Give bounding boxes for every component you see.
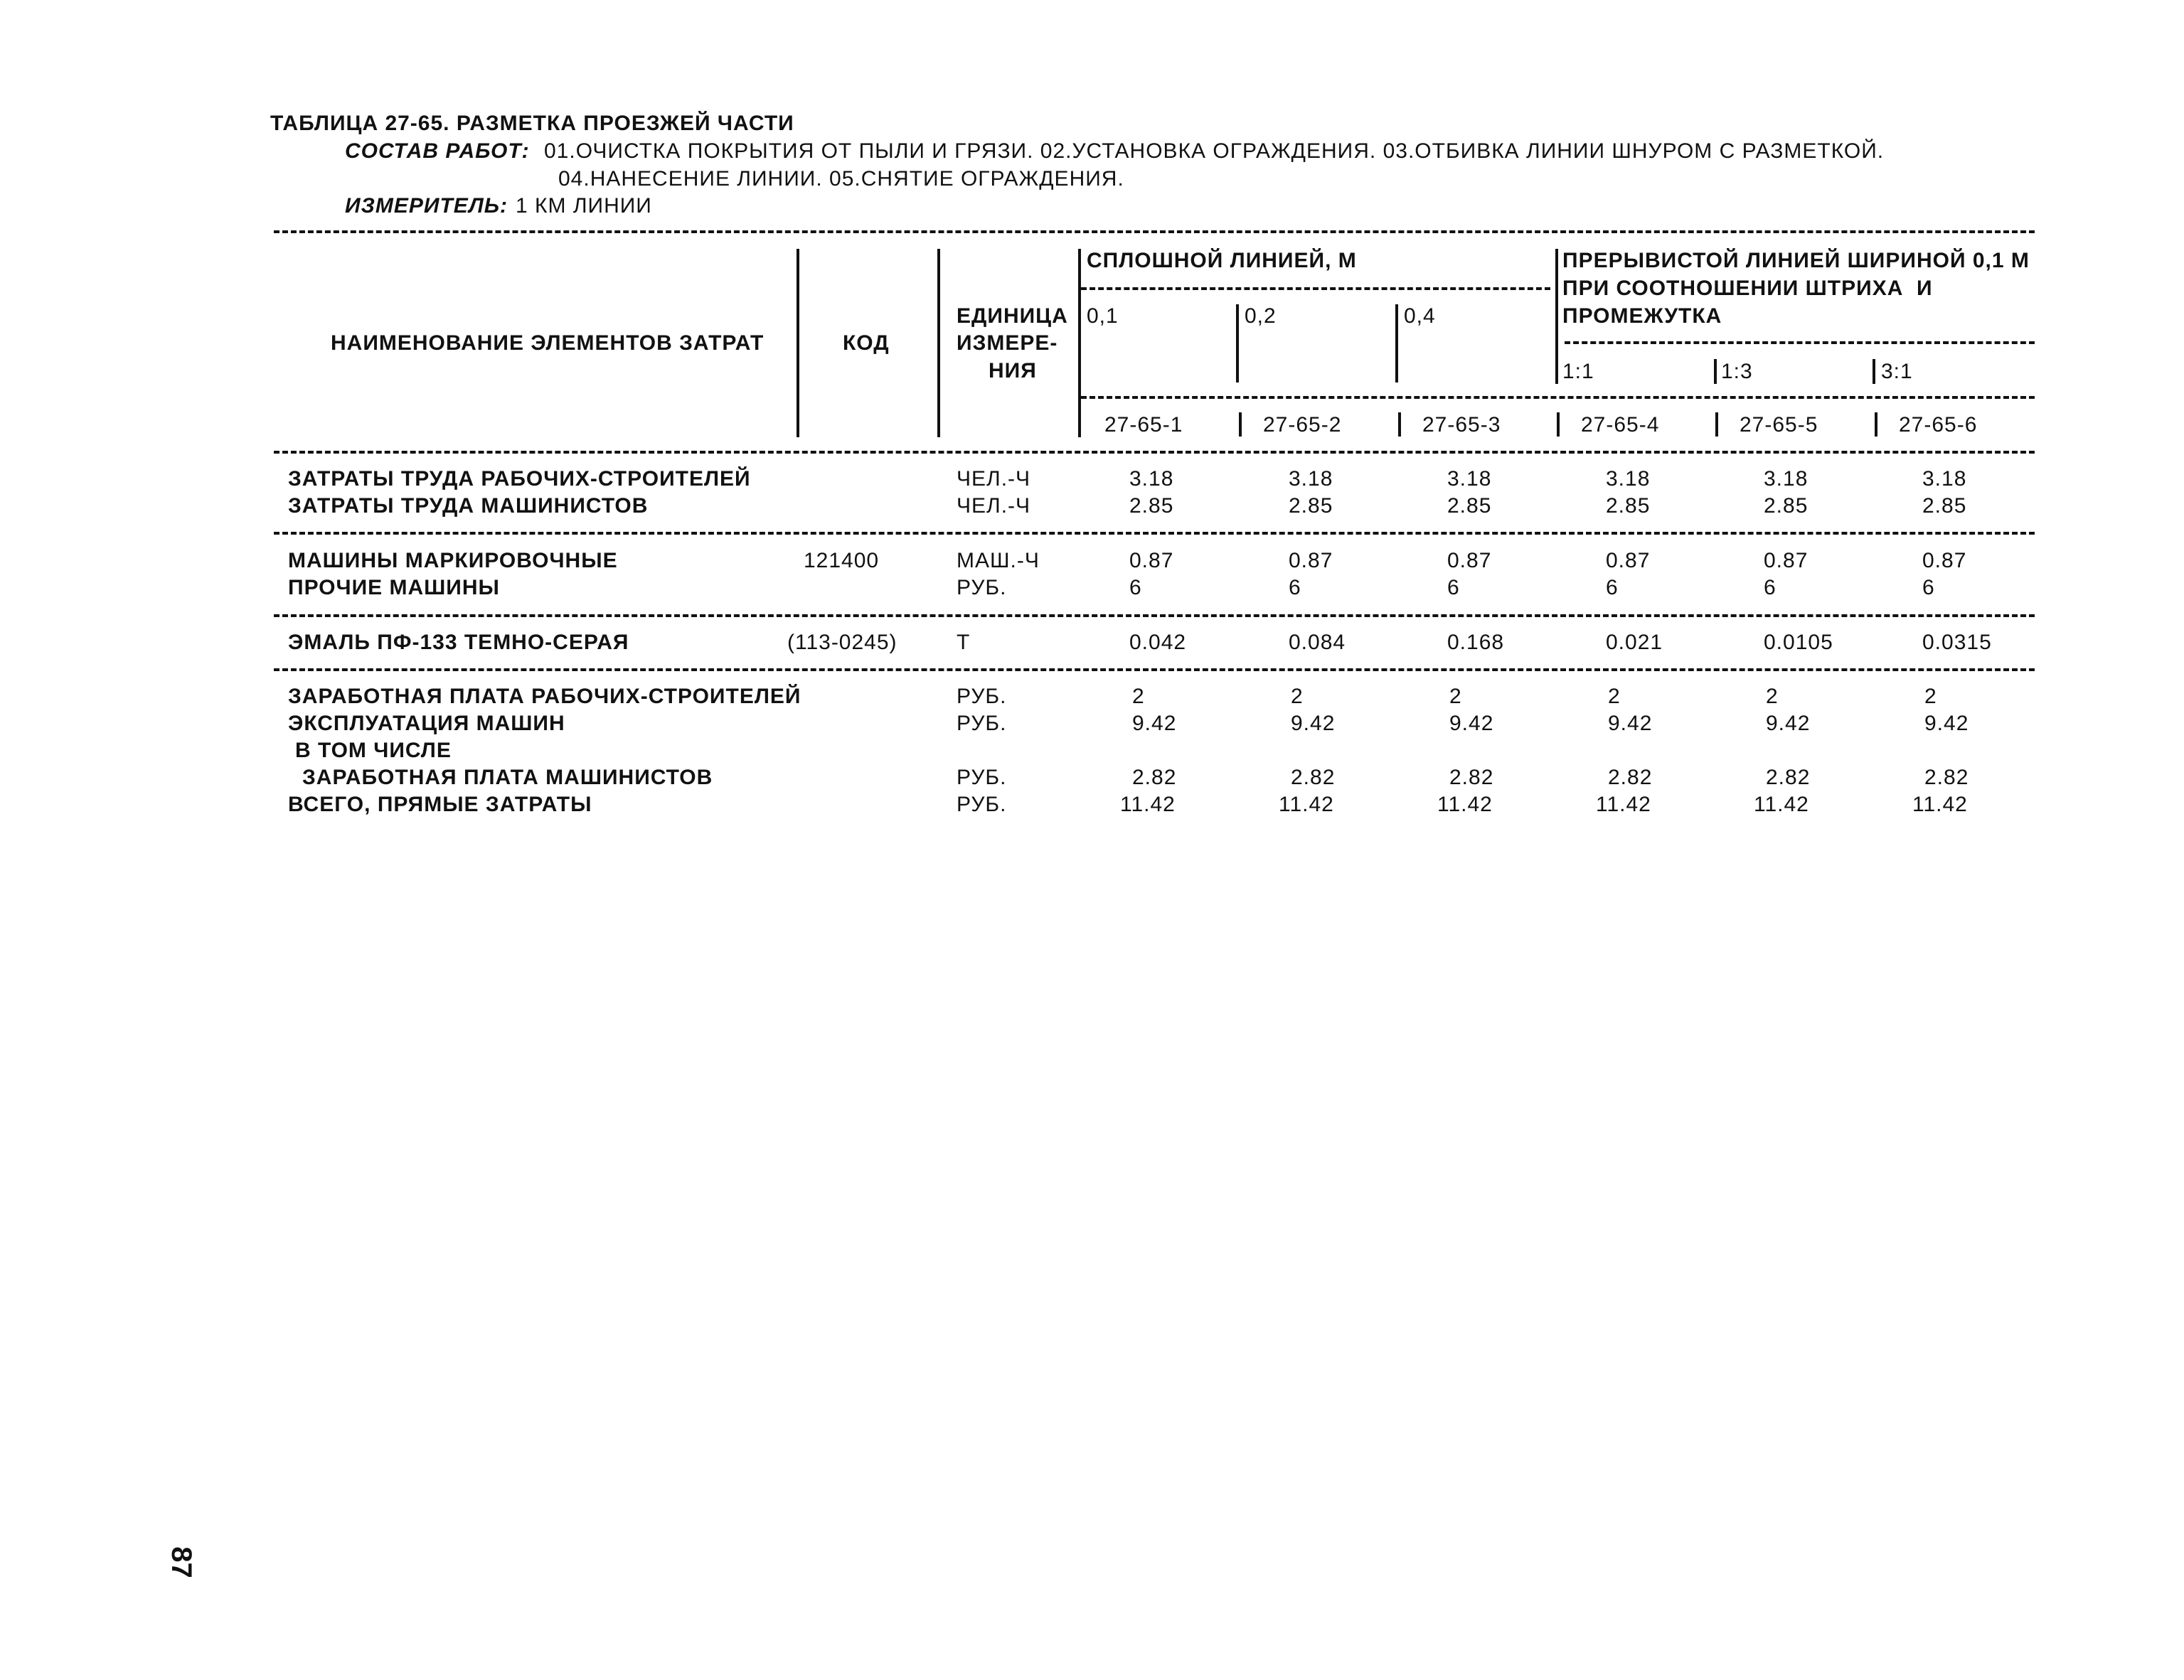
row-value: 6 [1129,576,1142,599]
header-ratio-13: 1:3 [1721,360,1753,383]
header-ratio-31: 3:1 [1881,360,1913,383]
rule-section-3 [274,668,2035,671]
vline-code-3 [1398,412,1401,437]
row-value: 11.42 [1754,793,1809,816]
header-solid-width-02: 0,2 [1245,304,1277,328]
row-value: 0.87 [1447,549,1492,572]
row-name: ЗАРАБОТНАЯ ПЛАТА РАБОЧИХ-СТРОИТЕЛЕЙ [288,685,801,708]
row-name: МАШИНЫ МАРКИРОВОЧНЫЕ [288,549,618,572]
header-unit-line-1: ЕДИНИЦА [957,304,1068,328]
row-value: 2 [1924,685,1937,708]
row-name: ЗАРАБОТНАЯ ПЛАТА МАШИНИСТОВ [302,766,713,789]
page-number: 87 [165,1546,197,1578]
row-value: 9.42 [1291,712,1336,735]
header-code-col: КОД [843,331,890,355]
row-code: 121400 [804,549,880,572]
vline-code-5 [1715,412,1718,437]
row-value: 2.82 [1449,766,1494,789]
meter-label: ИЗМЕРИТЕЛЬ: [345,194,508,218]
row-value: 2.85 [1129,494,1174,518]
vline-solid-02 [1236,304,1239,382]
rule-solid-group [1081,287,1550,290]
row-unit: РУБ. [957,766,1007,789]
row-name: ЭКСПЛУАТАЦИЯ МАШИН [288,712,565,735]
header-code-3: 27-65-3 [1422,413,1501,437]
row-value: 3.18 [1764,467,1809,491]
rule-section-2 [274,614,2035,617]
row-value: 2.85 [1764,494,1809,518]
vline-code-left [797,249,799,437]
row-value: 0.168 [1447,631,1505,654]
rule-section-1 [274,532,2035,535]
row-value: 3.18 [1129,467,1174,491]
row-unit: РУБ. [957,576,1007,599]
row-value: 9.42 [1924,712,1969,735]
header-ratio-11: 1:1 [1562,360,1594,383]
vline-solid-04 [1395,304,1398,382]
header-code-6: 27-65-6 [1899,413,1978,437]
row-unit: ЧЕЛ.-Ч [957,494,1031,518]
row-name: ПРОЧИЕ МАШИНЫ [288,576,500,599]
meter-value: 1 КМ ЛИНИИ [516,194,652,218]
row-value: 9.42 [1766,712,1811,735]
row-value: 0.021 [1606,631,1663,654]
row-unit: РУБ. [957,712,1007,735]
row-value: 6 [1289,576,1301,599]
row-value: 2.85 [1606,494,1651,518]
row-value: 3.18 [1606,467,1651,491]
rule-header-bottom [274,451,2035,454]
header-code-2: 27-65-2 [1263,413,1342,437]
row-value: 0.87 [1606,549,1651,572]
row-unit: РУБ. [957,793,1007,816]
row-value: 6 [1606,576,1619,599]
row-value: 11.42 [1437,793,1493,816]
row-value: 11.42 [1279,793,1334,816]
row-value: 6 [1447,576,1460,599]
row-value: 6 [1922,576,1935,599]
row-value: 3.18 [1447,467,1492,491]
row-value: 11.42 [1120,793,1176,816]
row-value: 2.85 [1447,494,1492,518]
composition-label: СОСТАВ РАБОТ: [345,139,530,163]
row-value: 2.85 [1922,494,1967,518]
row-unit: Т [957,631,971,654]
row-value: 2.82 [1608,766,1653,789]
row-name: ВСЕГО, ПРЯМЫЕ ЗАТРАТЫ [288,793,592,816]
row-value: 2.82 [1132,766,1177,789]
row-value: 11.42 [1912,793,1968,816]
header-solid-width-01: 0,1 [1087,304,1119,328]
row-unit: МАШ.-Ч [957,549,1040,572]
rule-top [274,230,2035,233]
row-name: ЗАТРАТЫ ТРУДА МАШИНИСТОВ [288,494,649,518]
row-value: 9.42 [1449,712,1494,735]
row-value: 0.0105 [1764,631,1833,654]
row-value: 9.42 [1608,712,1653,735]
row-value: 11.42 [1596,793,1651,816]
row-value: 2.82 [1924,766,1969,789]
header-dashed-group-line-1: ПРЕРЫВИСТОЙ ЛИНИЕЙ ШИРИНОЙ 0,1 М [1562,249,2030,272]
row-value: 3.18 [1922,467,1967,491]
row-value: 0.87 [1922,549,1967,572]
header-code-4: 27-65-4 [1581,413,1660,437]
row-value: 0.084 [1289,631,1346,654]
vline-code-2 [1239,412,1242,437]
row-code: (113-0245) [787,631,897,654]
vline-code-4 [1557,412,1560,437]
vline-ratio-13 [1714,359,1717,384]
row-value: 9.42 [1132,712,1177,735]
rule-codes [1081,396,2035,399]
vline-values-left [1078,249,1081,437]
row-value: 0.042 [1129,631,1187,654]
row-name: В ТОМ ЧИСЛЕ [295,739,452,762]
row-value: 3.18 [1289,467,1333,491]
row-value: 2 [1449,685,1462,708]
vline-unit-left [937,249,940,437]
header-unit-line-2: ИЗМЕРЕ- [957,331,1058,355]
row-unit: ЧЕЛ.-Ч [957,467,1031,491]
row-value: 2 [1766,685,1779,708]
row-value: 2 [1608,685,1621,708]
row-value: 2 [1132,685,1145,708]
row-value: 0.87 [1129,549,1174,572]
row-name: ЗАТРАТЫ ТРУДА РАБОЧИХ-СТРОИТЕЛЕЙ [288,467,751,491]
row-value: 2.85 [1289,494,1333,518]
row-value: 2.82 [1291,766,1336,789]
header-code-1: 27-65-1 [1104,413,1183,437]
header-solid-group: СПЛОШНОЙ ЛИНИЕЙ, М [1087,249,1357,272]
header-unit-line-3: НИЯ [989,359,1037,382]
row-name: ЭМАЛЬ ПФ-133 ТЕМНО-СЕРАЯ [288,631,629,654]
composition-line-1: 01.ОЧИСТКА ПОКРЫТИЯ ОТ ПЫЛИ И ГРЯЗИ. 02.УСТАНОВКА ОГРАЖДЕНИЯ. 03.ОТБИВКА ЛИНИИ ШНУРОМ С РАЗМЕТКОЙ. [544,139,1885,163]
header-solid-width-04: 0,4 [1404,304,1436,328]
vline-ratio-31 [1873,359,1875,384]
rule-dashed-group [1565,341,2035,344]
vline-code-6 [1875,412,1877,437]
row-value: 0.87 [1764,549,1809,572]
row-value: 0.87 [1289,549,1333,572]
header-dashed-group-line-3: ПРОМЕЖУТКА [1562,304,1722,328]
vline-dashed-group [1555,249,1558,384]
composition-line-2: 04.НАНЕСЕНИЕ ЛИНИИ. 05.СНЯТИЕ ОГРАЖДЕНИЯ. [558,167,1124,191]
row-value: 6 [1764,576,1777,599]
row-value: 0.0315 [1922,631,1992,654]
header-code-5: 27-65-5 [1740,413,1818,437]
table-title: ТАБЛИЦА 27-65. РАЗМЕТКА ПРОЕЗЖЕЙ ЧАСТИ [270,112,794,135]
header-dashed-group-line-2: ПРИ СООТНОШЕНИИ ШТРИХА И [1562,277,1933,300]
row-value: 2.82 [1766,766,1811,789]
row-unit: РУБ. [957,685,1007,708]
row-value: 2 [1291,685,1304,708]
header-name-col: НАИМЕНОВАНИЕ ЭЛЕМЕНТОВ ЗАТРАТ [331,331,765,355]
